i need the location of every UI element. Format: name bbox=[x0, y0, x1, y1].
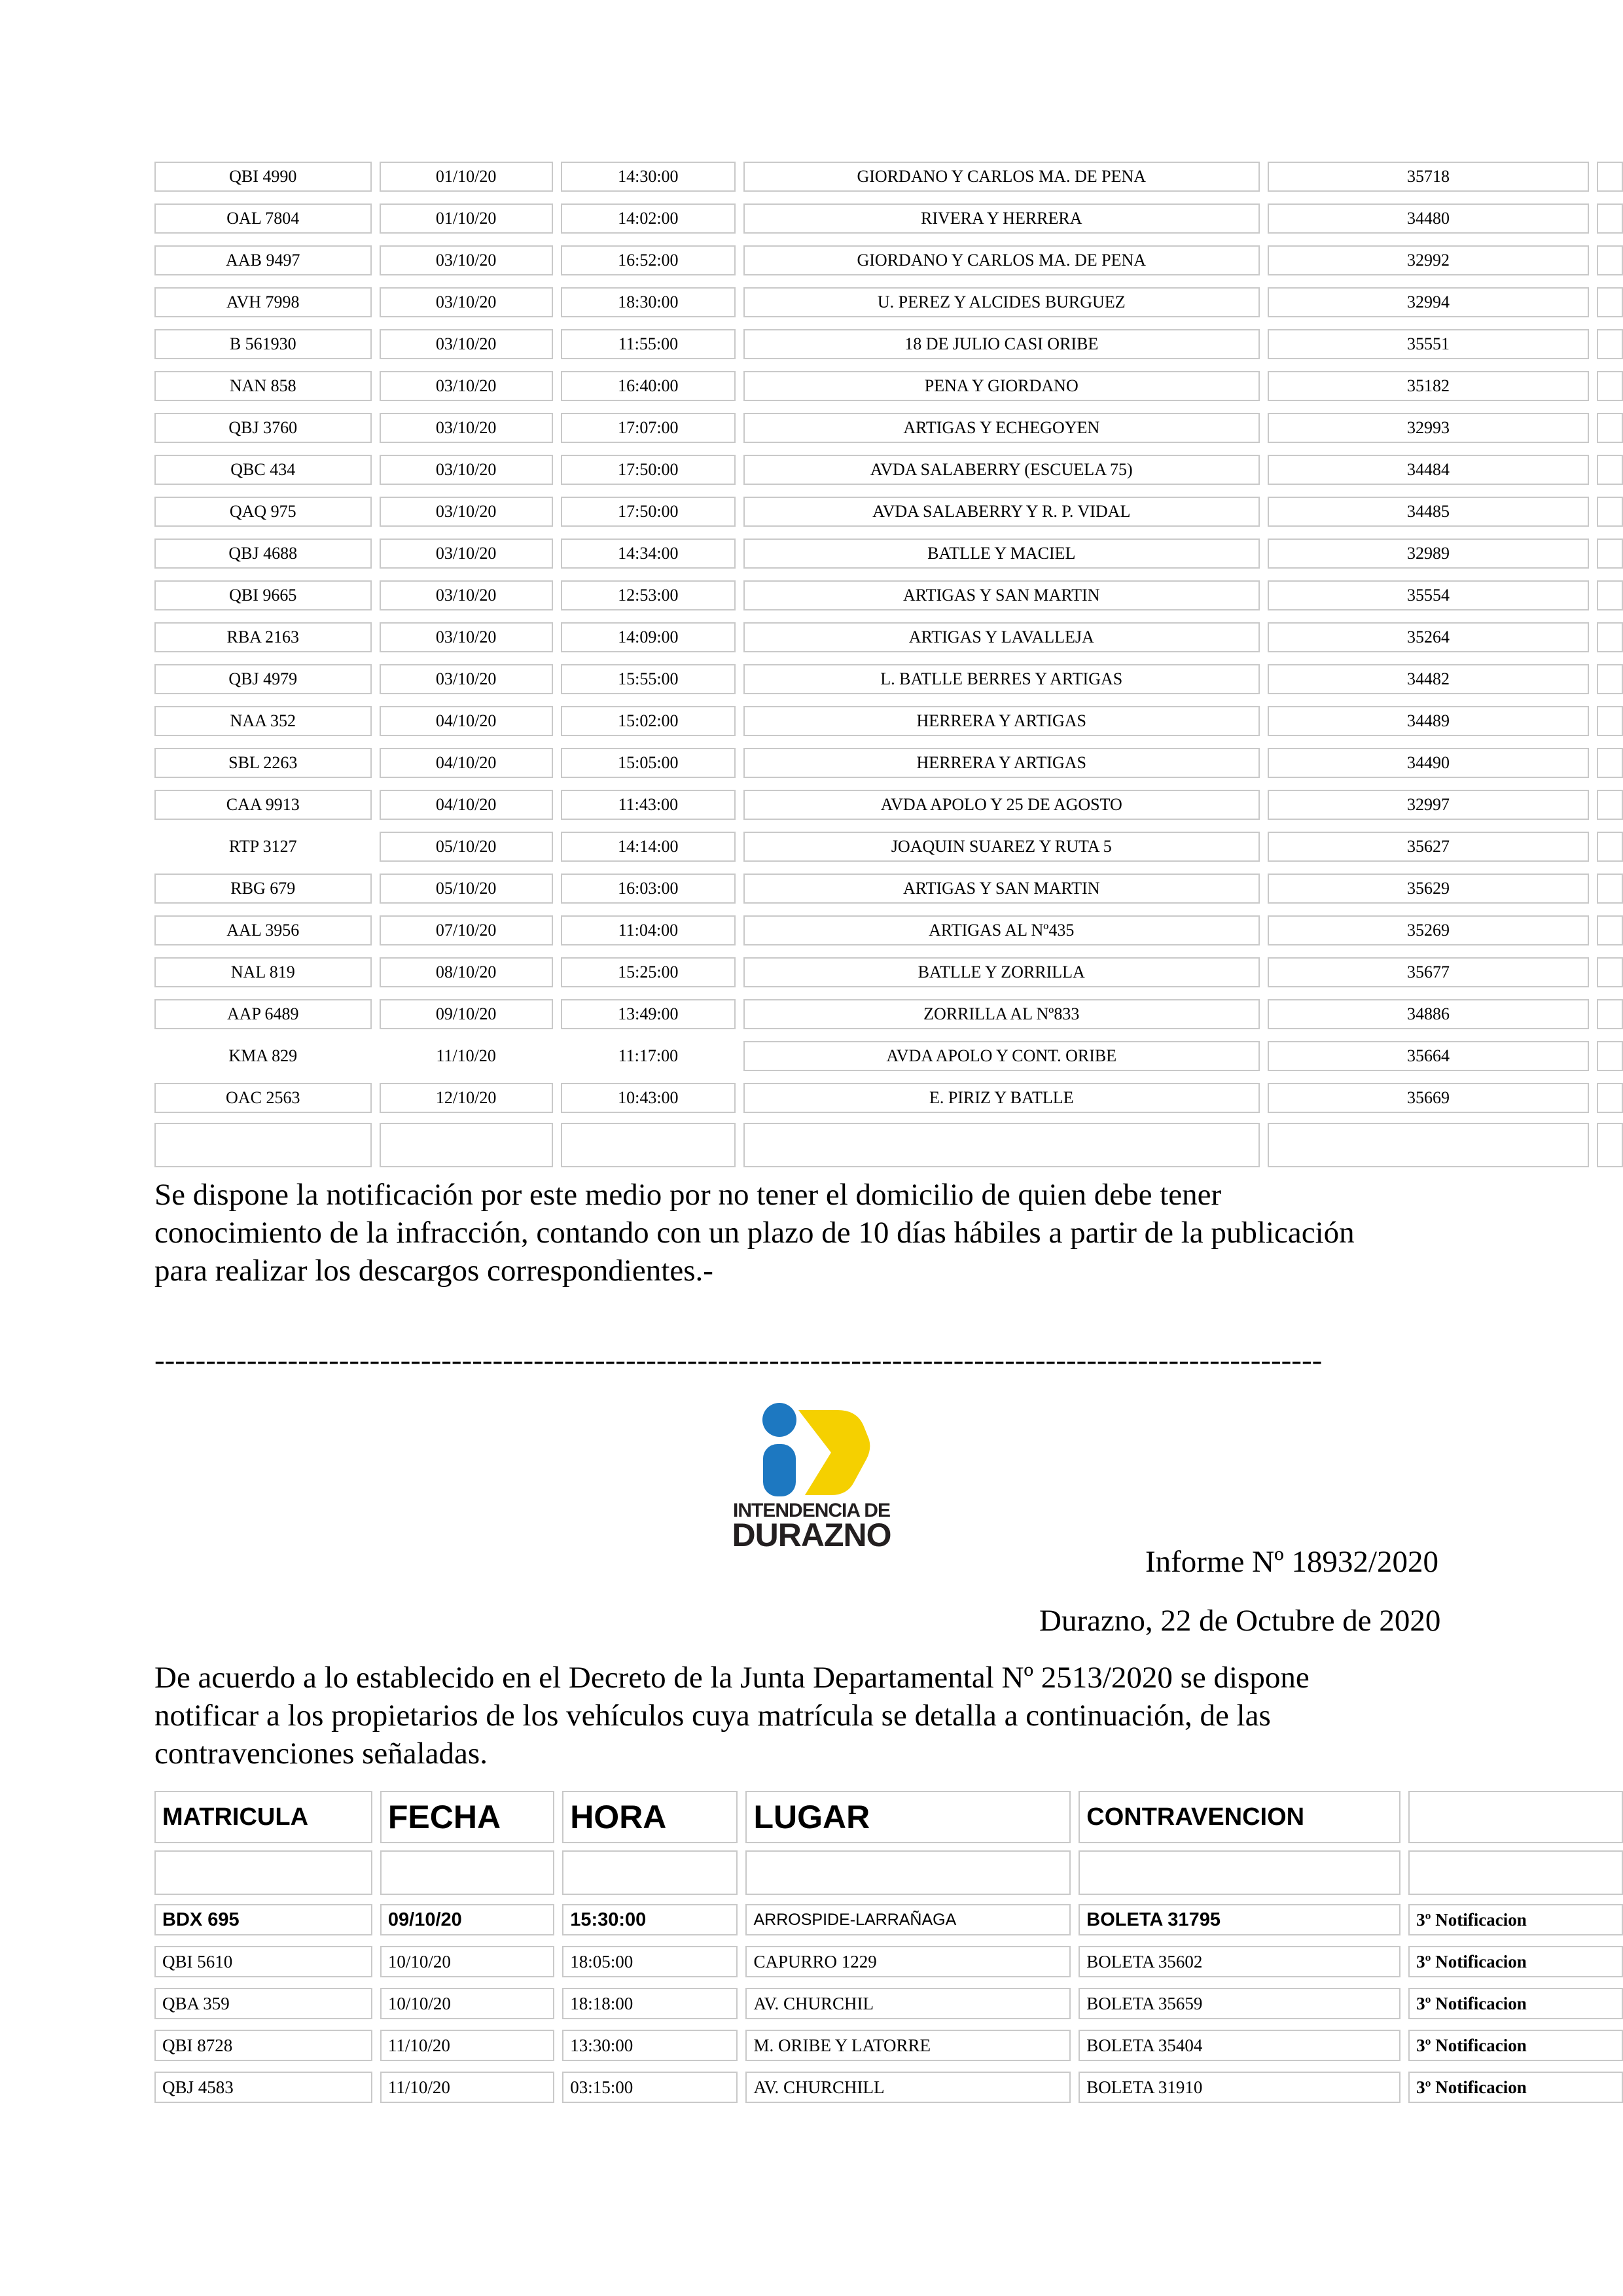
intro-line: notificar a los propietarios de los vehículos cuya matrícula se detalla a continuación, de las bbox=[154, 1699, 1271, 1733]
ticket-cell: 34489 bbox=[1268, 706, 1590, 736]
date-cell: 01/10/20 bbox=[380, 203, 553, 234]
table-row bbox=[154, 449, 1623, 491]
ticket-cell: 32997 bbox=[1268, 790, 1590, 820]
date-cell: 05/10/20 bbox=[380, 874, 553, 904]
ticket-cell: 34484 bbox=[1268, 455, 1590, 485]
time-cell: 15:30:00 bbox=[562, 1904, 738, 1935]
plate-cell: QBJ 4688 bbox=[154, 539, 372, 569]
place-cell: JOAQUIN SUAREZ Y RUTA 5 bbox=[743, 832, 1260, 862]
date-cell: 11/10/20 bbox=[380, 2030, 554, 2061]
plate-cell: RBA 2163 bbox=[154, 622, 372, 652]
column-header bbox=[1408, 1791, 1623, 1843]
plate-cell: CAA 9913 bbox=[154, 790, 372, 820]
time-cell: 18:30:00 bbox=[561, 287, 736, 317]
ticket-cell: 35669 bbox=[1268, 1083, 1590, 1113]
edge-cell bbox=[1597, 957, 1623, 987]
plate-cell: AAL 3956 bbox=[154, 915, 372, 945]
contravention-cell: BOLETA 35404 bbox=[1079, 2030, 1400, 2061]
place-cell: AV. CHURCHIL bbox=[745, 1988, 1071, 2019]
logo-mark-icon bbox=[707, 1397, 916, 1554]
date-cell: 10/10/20 bbox=[380, 1946, 554, 1977]
edge-cell bbox=[1597, 874, 1623, 904]
edge-cell bbox=[1597, 1041, 1623, 1071]
separator-line: ------------------------------------------------------------------------------------------------------------------ bbox=[154, 1343, 1323, 1377]
empty-cell bbox=[745, 1850, 1071, 1895]
empty-cell bbox=[1079, 1850, 1400, 1895]
edge-cell bbox=[1597, 748, 1623, 778]
contravention-cell: BOLETA 31910 bbox=[1079, 2072, 1400, 2103]
place-cell: U. PEREZ Y ALCIDES BURGUEZ bbox=[743, 287, 1260, 317]
notification-cell: 3º Notificacion bbox=[1408, 1988, 1623, 2019]
table-row bbox=[154, 910, 1623, 951]
edge-cell bbox=[1597, 162, 1623, 192]
infractions-table-top bbox=[154, 156, 1623, 1171]
time-cell: 14:09:00 bbox=[561, 622, 736, 652]
plate-cell: AAP 6489 bbox=[154, 999, 372, 1029]
time-cell: 14:34:00 bbox=[561, 539, 736, 569]
place-cell: AVDA APOLO Y 25 DE AGOSTO bbox=[743, 790, 1260, 820]
plate-cell: QBJ 3760 bbox=[154, 413, 372, 443]
time-cell: 11:17:00 bbox=[618, 1046, 679, 1065]
date-cell: 03/10/20 bbox=[380, 622, 553, 652]
ticket-cell: 35269 bbox=[1268, 915, 1590, 945]
edge-cell bbox=[1597, 999, 1623, 1029]
notice-line: para realizar los descargos correspondientes.- bbox=[154, 1254, 713, 1288]
informe-number: Informe Nº 18932/2020 bbox=[1145, 1545, 1438, 1579]
intro-line: contravenciones señaladas. bbox=[154, 1737, 488, 1771]
column-header: HORA bbox=[562, 1791, 738, 1843]
table-row bbox=[154, 993, 1623, 1035]
empty-cell bbox=[1408, 1850, 1623, 1895]
time-cell: 03:15:00 bbox=[562, 2072, 738, 2103]
place-cell: HERRERA Y ARTIGAS bbox=[743, 748, 1260, 778]
edge-cell bbox=[1597, 622, 1623, 652]
place-cell: M. ORIBE Y LATORRE bbox=[745, 2030, 1071, 2061]
place-cell: ARTIGAS AL Nº435 bbox=[743, 915, 1260, 945]
notice-line: Se dispone la notificación por este medio por no tener el domicilio de quien debe tener bbox=[154, 1178, 1222, 1212]
ticket-cell: 35264 bbox=[1268, 622, 1590, 652]
table-row bbox=[154, 533, 1623, 574]
ticket-cell: 35627 bbox=[1268, 832, 1590, 862]
ticket-cell: 35551 bbox=[1268, 329, 1590, 359]
date-cell: 03/10/20 bbox=[380, 664, 553, 694]
time-cell: 18:18:00 bbox=[562, 1988, 738, 2019]
contravention-cell: BOLETA 31795 bbox=[1079, 1904, 1400, 1935]
column-header: FECHA bbox=[380, 1791, 554, 1843]
place-cell: HERRERA Y ARTIGAS bbox=[743, 706, 1260, 736]
place-cell: E. PIRIZ Y BATLLE bbox=[743, 1083, 1260, 1113]
edge-cell bbox=[1597, 203, 1623, 234]
time-cell: 16:40:00 bbox=[561, 371, 736, 401]
plate-cell: NAN 858 bbox=[154, 371, 372, 401]
date-cell: 11/10/20 bbox=[380, 2072, 554, 2103]
place-cell: BATLLE Y MACIEL bbox=[743, 539, 1260, 569]
place-date: Durazno, 22 de Octubre de 2020 bbox=[1039, 1604, 1441, 1638]
place-cell: AV. CHURCHILL bbox=[745, 2072, 1071, 2103]
time-cell: 10:43:00 bbox=[561, 1083, 736, 1113]
plate-cell: KMA 829 bbox=[228, 1046, 298, 1065]
date-cell: 03/10/20 bbox=[380, 329, 553, 359]
plate-cell: OAL 7804 bbox=[154, 203, 372, 234]
edge-cell bbox=[1597, 580, 1623, 610]
empty-cell bbox=[380, 1850, 554, 1895]
ticket-cell: 34490 bbox=[1268, 748, 1590, 778]
time-cell: 11:43:00 bbox=[561, 790, 736, 820]
date-cell: 05/10/20 bbox=[380, 832, 553, 862]
table-row bbox=[154, 574, 1623, 616]
time-cell: 14:30:00 bbox=[561, 162, 736, 192]
empty-cell bbox=[380, 1123, 553, 1167]
place-cell: ARTIGAS Y SAN MARTIN bbox=[743, 874, 1260, 904]
plate-cell: QBJ 4979 bbox=[154, 664, 372, 694]
table-row bbox=[154, 616, 1623, 658]
notification-cell: 3º Notificacion bbox=[1408, 2072, 1623, 2103]
time-cell: 16:52:00 bbox=[561, 245, 736, 275]
table-row bbox=[154, 1035, 1623, 1077]
contravention-cell: BOLETA 35602 bbox=[1079, 1946, 1400, 1977]
plate-cell: AAB 9497 bbox=[154, 245, 372, 275]
time-cell: 11:55:00 bbox=[561, 329, 736, 359]
plate-cell: SBL 2263 bbox=[154, 748, 372, 778]
table-row bbox=[154, 700, 1623, 742]
edge-cell bbox=[1597, 287, 1623, 317]
empty-cell bbox=[154, 1123, 372, 1167]
plate-cell: QBI 4990 bbox=[154, 162, 372, 192]
empty-cell bbox=[1268, 1123, 1590, 1167]
empty-cell bbox=[743, 1123, 1260, 1167]
ticket-cell: 35182 bbox=[1268, 371, 1590, 401]
table-row bbox=[154, 323, 1623, 365]
ticket-cell: 35629 bbox=[1268, 874, 1590, 904]
date-cell: 11/10/20 bbox=[436, 1046, 496, 1065]
plate-cell: QBJ 4583 bbox=[154, 2072, 372, 2103]
table-row bbox=[154, 1983, 1623, 2024]
edge-cell bbox=[1597, 455, 1623, 485]
ticket-cell: 32994 bbox=[1268, 287, 1590, 317]
place-cell: AVDA SALABERRY Y R. P. VIDAL bbox=[743, 497, 1260, 527]
date-cell: 01/10/20 bbox=[380, 162, 553, 192]
table-row bbox=[154, 826, 1623, 868]
ticket-cell: 32993 bbox=[1268, 413, 1590, 443]
table-row bbox=[154, 2024, 1623, 2066]
table-row bbox=[154, 868, 1623, 910]
notification-cell: 3º Notificacion bbox=[1408, 1946, 1623, 1977]
table-row bbox=[154, 2066, 1623, 2108]
notice-line: conocimiento de la infracción, contando con un plazo de 10 días hábiles a partir de la publicación bbox=[154, 1216, 1355, 1250]
table-row bbox=[154, 281, 1623, 323]
place-cell: GIORDANO Y CARLOS MA. DE PENA bbox=[743, 245, 1260, 275]
table-row bbox=[154, 951, 1623, 993]
edge-cell bbox=[1597, 832, 1623, 862]
table-row bbox=[154, 1899, 1623, 1941]
edge-cell bbox=[1597, 413, 1623, 443]
date-cell: 07/10/20 bbox=[380, 915, 553, 945]
table-header-row bbox=[154, 1788, 1623, 1846]
plate-cell: QBI 9665 bbox=[154, 580, 372, 610]
plate-cell: OAC 2563 bbox=[154, 1083, 372, 1113]
date-cell: 04/10/20 bbox=[380, 790, 553, 820]
ticket-cell: 34482 bbox=[1268, 664, 1590, 694]
notification-cell: 3º Notificacion bbox=[1408, 2030, 1623, 2061]
date-cell: 10/10/20 bbox=[380, 1988, 554, 2019]
table-row bbox=[154, 156, 1623, 198]
plate-cell: RBG 679 bbox=[154, 874, 372, 904]
intro-paragraph bbox=[154, 1659, 1310, 1773]
place-cell: L. BATLLE BERRES Y ARTIGAS bbox=[743, 664, 1260, 694]
plate-cell: B 561930 bbox=[154, 329, 372, 359]
table-row bbox=[154, 407, 1623, 449]
time-cell: 14:02:00 bbox=[561, 203, 736, 234]
date-cell: 03/10/20 bbox=[380, 497, 553, 527]
plate-cell: NAL 819 bbox=[154, 957, 372, 987]
place-cell: ARTIGAS Y LAVALLEJA bbox=[743, 622, 1260, 652]
time-cell: 17:07:00 bbox=[561, 413, 736, 443]
place-cell: GIORDANO Y CARLOS MA. DE PENA bbox=[743, 162, 1260, 192]
time-cell: 15:55:00 bbox=[561, 664, 736, 694]
plate-cell: QBI 5610 bbox=[154, 1946, 372, 1977]
time-cell: 15:25:00 bbox=[561, 957, 736, 987]
date-cell: 04/10/20 bbox=[380, 706, 553, 736]
time-cell: 15:05:00 bbox=[561, 748, 736, 778]
empty-cell bbox=[562, 1850, 738, 1895]
time-cell: 14:14:00 bbox=[561, 832, 736, 862]
ticket-cell: 32989 bbox=[1268, 539, 1590, 569]
plate-cell: BDX 695 bbox=[154, 1904, 372, 1935]
ticket-cell: 35664 bbox=[1268, 1041, 1590, 1071]
time-cell: 17:50:00 bbox=[561, 455, 736, 485]
time-cell: 13:49:00 bbox=[561, 999, 736, 1029]
notification-cell: 3º Notificacion bbox=[1408, 1904, 1623, 1935]
date-cell: 09/10/20 bbox=[380, 999, 553, 1029]
date-cell: 03/10/20 bbox=[380, 413, 553, 443]
table-row bbox=[154, 198, 1623, 239]
place-cell: AVDA SALABERRY (ESCUELA 75) bbox=[743, 455, 1260, 485]
date-cell: 03/10/20 bbox=[380, 371, 553, 401]
table-row bbox=[154, 239, 1623, 281]
edge-cell bbox=[1597, 706, 1623, 736]
time-cell: 15:02:00 bbox=[561, 706, 736, 736]
date-cell: 03/10/20 bbox=[380, 539, 553, 569]
edge-cell bbox=[1597, 497, 1623, 527]
ticket-cell: 35718 bbox=[1268, 162, 1590, 192]
date-cell: 03/10/20 bbox=[380, 245, 553, 275]
plate-cell: QBA 359 bbox=[154, 1988, 372, 2019]
contravention-cell: BOLETA 35659 bbox=[1079, 1988, 1400, 2019]
empty-cell bbox=[154, 1850, 372, 1895]
intendencia-logo bbox=[707, 1397, 916, 1554]
plate-cell: RTP 3127 bbox=[228, 837, 297, 856]
table-row bbox=[154, 784, 1623, 826]
place-cell: ZORRILLA AL Nº833 bbox=[743, 999, 1260, 1029]
place-cell: ARTIGAS Y SAN MARTIN bbox=[743, 580, 1260, 610]
table-row bbox=[154, 658, 1623, 700]
edge-cell bbox=[1597, 371, 1623, 401]
date-cell: 03/10/20 bbox=[380, 287, 553, 317]
time-cell: 13:30:00 bbox=[562, 2030, 738, 2061]
time-cell: 11:04:00 bbox=[561, 915, 736, 945]
date-cell: 04/10/20 bbox=[380, 748, 553, 778]
svg-text:DURAZNO: DURAZNO bbox=[732, 1517, 891, 1553]
intro-line: De acuerdo a lo establecido en el Decreto de la Junta Departamental Nº 2513/2020 se dispone bbox=[154, 1661, 1310, 1695]
date-cell: 12/10/20 bbox=[380, 1083, 553, 1113]
column-header: CONTRAVENCION bbox=[1079, 1791, 1400, 1843]
edge-cell bbox=[1597, 245, 1623, 275]
place-cell: PENA Y GIORDANO bbox=[743, 371, 1260, 401]
column-header: MATRICULA bbox=[154, 1791, 372, 1843]
date-cell: 03/10/20 bbox=[380, 455, 553, 485]
ticket-cell: 32992 bbox=[1268, 245, 1590, 275]
column-header: LUGAR bbox=[745, 1791, 1071, 1843]
ticket-cell: 35677 bbox=[1268, 957, 1590, 987]
table-row bbox=[154, 365, 1623, 407]
ticket-cell: 35554 bbox=[1268, 580, 1590, 610]
table-row bbox=[154, 1077, 1623, 1119]
place-cell: RIVERA Y HERRERA bbox=[743, 203, 1260, 234]
date-cell: 09/10/20 bbox=[380, 1904, 554, 1935]
date-cell: 03/10/20 bbox=[380, 580, 553, 610]
place-cell: 18 DE JULIO CASI ORIBE bbox=[743, 329, 1260, 359]
place-cell: CAPURRO 1229 bbox=[745, 1946, 1071, 1977]
plate-cell: AVH 7998 bbox=[154, 287, 372, 317]
ticket-cell: 34480 bbox=[1268, 203, 1590, 234]
plate-cell: QAQ 975 bbox=[154, 497, 372, 527]
empty-cell bbox=[561, 1123, 736, 1167]
table-row bbox=[154, 742, 1623, 784]
time-cell: 18:05:00 bbox=[562, 1946, 738, 1977]
table-row-empty bbox=[154, 1846, 1623, 1899]
table-row-empty bbox=[154, 1119, 1623, 1171]
time-cell: 17:50:00 bbox=[561, 497, 736, 527]
table-row bbox=[154, 1941, 1623, 1983]
time-cell: 16:03:00 bbox=[561, 874, 736, 904]
ticket-cell: 34485 bbox=[1268, 497, 1590, 527]
edge-cell bbox=[1597, 664, 1623, 694]
place-cell: ARROSPIDE-LARRAÑAGA bbox=[745, 1904, 1071, 1935]
notice-paragraph bbox=[154, 1176, 1355, 1290]
empty-cell bbox=[1597, 1123, 1623, 1167]
edge-cell bbox=[1597, 790, 1623, 820]
edge-cell bbox=[1597, 329, 1623, 359]
ticket-cell: 34886 bbox=[1268, 999, 1590, 1029]
edge-cell bbox=[1597, 539, 1623, 569]
edge-cell bbox=[1597, 1083, 1623, 1113]
plate-cell: QBI 8728 bbox=[154, 2030, 372, 2061]
place-cell: BATLLE Y ZORRILLA bbox=[743, 957, 1260, 987]
table-row bbox=[154, 491, 1623, 533]
time-cell: 12:53:00 bbox=[561, 580, 736, 610]
place-cell: AVDA APOLO Y CONT. ORIBE bbox=[743, 1041, 1260, 1071]
place-cell: ARTIGAS Y ECHEGOYEN bbox=[743, 413, 1260, 443]
notifications-table bbox=[154, 1788, 1623, 2108]
edge-cell bbox=[1597, 915, 1623, 945]
svg-text:INTENDENCIA DE: INTENDENCIA DE bbox=[733, 1500, 890, 1521]
plate-cell: QBC 434 bbox=[154, 455, 372, 485]
plate-cell: NAA 352 bbox=[154, 706, 372, 736]
date-cell: 08/10/20 bbox=[380, 957, 553, 987]
